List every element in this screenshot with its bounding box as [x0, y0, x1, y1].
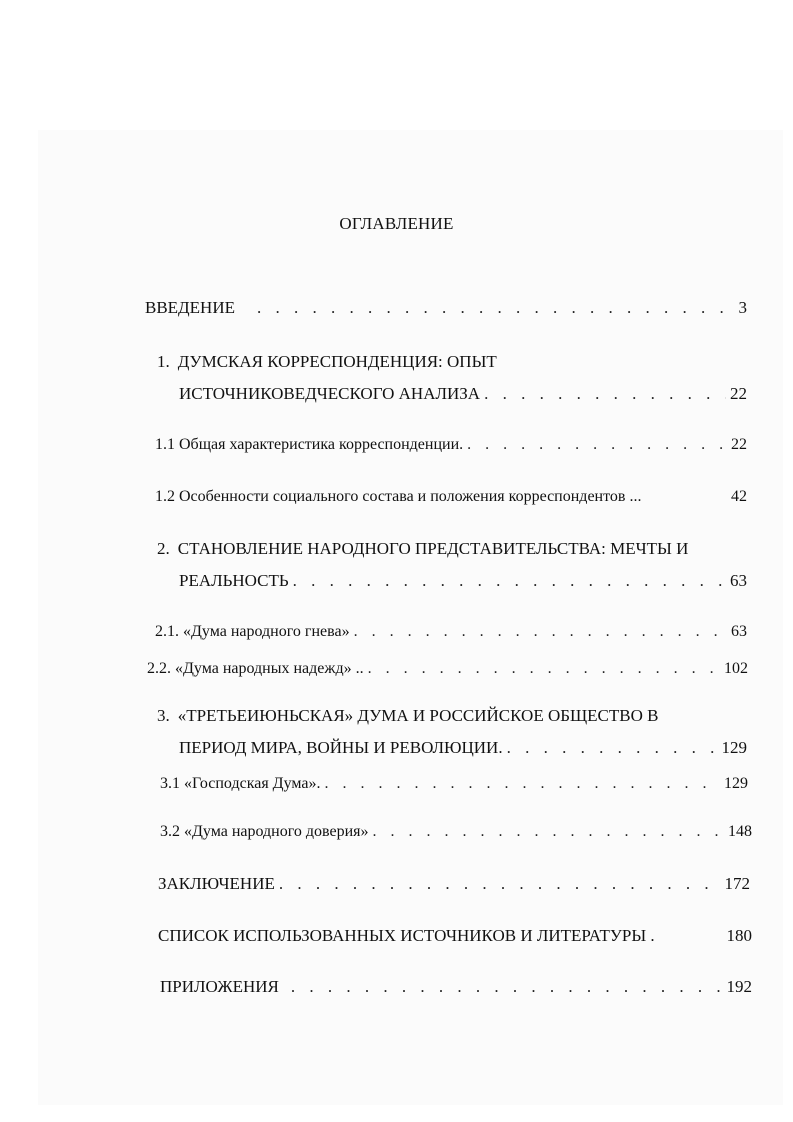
toc-page-number: 22	[731, 436, 747, 453]
toc-dot-leader	[293, 571, 726, 591]
toc-page-number: 180	[726, 926, 752, 945]
toc-entry-chapter-2[interactable]	[157, 539, 749, 591]
toc-entry-label: СПИСОК ИСПОЛЬЗОВАННЫХ ИСТОЧНИКОВ И ЛИТЕРАТУРЫ .	[158, 926, 655, 945]
toc-page-number: 3	[738, 298, 747, 317]
toc-entry-intro[interactable]	[145, 298, 747, 318]
toc-page-number: 148	[728, 823, 752, 840]
toc-entry-section-3-2[interactable]	[160, 822, 752, 842]
toc-entry-label: 3.1 «Господская Дума».	[160, 775, 321, 792]
toc-entry-section-1-1[interactable]	[155, 435, 747, 455]
toc-page-number: 129	[721, 738, 747, 757]
toc-dot-leader	[484, 384, 726, 404]
toc-entry-appendix[interactable]	[160, 977, 752, 997]
toc-dot-leader	[467, 435, 727, 455]
toc-entry-chapter-3[interactable]	[157, 706, 749, 758]
chapter-number: 2.	[157, 539, 170, 558]
toc-page-number: 102	[724, 660, 748, 677]
toc-dot-leader	[354, 622, 727, 642]
chapter-title-line-2: ПЕРИОД МИРА, ВОЙНЫ И РЕВОЛЮЦИИ.	[179, 738, 503, 757]
toc-dot-leader	[291, 977, 723, 997]
toc-entry-label: 1.2 Особенности социального состава и положения корреспондентов ...	[155, 488, 642, 505]
toc-entry-label: ПРИЛОЖЕНИЯ	[160, 977, 279, 996]
toc-entry-label: 1.1 Общая характеристика корреспонденции.	[155, 436, 464, 453]
toc-entry-section-1-2[interactable]	[155, 487, 747, 507]
toc-page-number: 192	[726, 977, 752, 996]
toc-dot-leader	[279, 874, 721, 894]
toc-entry-section-2-2[interactable]	[147, 659, 748, 679]
chapter-title-line-2: ИСТОЧНИКОВЕДЧЕСКОГО АНАЛИЗА	[179, 384, 481, 403]
toc-page-number: 129	[724, 775, 748, 792]
chapter-title-line-1: «ТРЕТЬЕИЮНЬСКАЯ» ДУМА И РОССИЙСКОЕ ОБЩЕСТВО В	[177, 706, 659, 725]
toc-dot-leader	[325, 774, 721, 794]
toc-dot-leader	[373, 822, 724, 842]
scanned-page-background	[38, 130, 783, 1105]
toc-page-number: 22	[730, 384, 747, 403]
toc-entry-label: 3.2 «Дума народного доверия»	[160, 823, 369, 840]
toc-page-number: 172	[724, 874, 750, 893]
toc-entry-sources[interactable]	[158, 926, 752, 946]
toc-entry-chapter-1[interactable]	[157, 352, 747, 404]
toc-entry-conclusion[interactable]	[158, 874, 750, 894]
toc-page-number: 63	[731, 623, 747, 640]
toc-entry-label: ВВЕДЕНИЕ	[145, 298, 235, 317]
toc-dot-leader	[507, 738, 718, 758]
toc-dot-leader	[257, 298, 735, 318]
chapter-title-line-1: ДУМСКАЯ КОРРЕСПОНДЕНЦИЯ: ОПЫТ	[177, 352, 497, 371]
chapter-number: 3.	[157, 706, 170, 725]
chapter-number: 1.	[157, 352, 170, 371]
toc-entry-section-2-1[interactable]	[155, 622, 747, 642]
toc-dot-leader	[368, 659, 720, 679]
page-title: ОГЛАВЛЕНИЕ	[339, 214, 454, 233]
toc-entry-label: 2.1. «Дума народного гнева»	[155, 623, 350, 640]
toc-page-number: 63	[730, 571, 747, 590]
toc-entry-section-3-1[interactable]	[160, 774, 748, 794]
toc-entry-label: 2.2. «Дума народных надежд» ..	[147, 660, 364, 677]
toc-entry-label: ЗАКЛЮЧЕНИЕ	[158, 874, 275, 893]
chapter-title-line-1: СТАНОВЛЕНИЕ НАРОДНОГО ПРЕДСТАВИТЕЛЬСТВА: МЕЧТЫ И	[177, 539, 689, 558]
chapter-title-line-2: РЕАЛЬНОСТЬ	[179, 571, 289, 590]
toc-page-number: 42	[731, 488, 747, 505]
